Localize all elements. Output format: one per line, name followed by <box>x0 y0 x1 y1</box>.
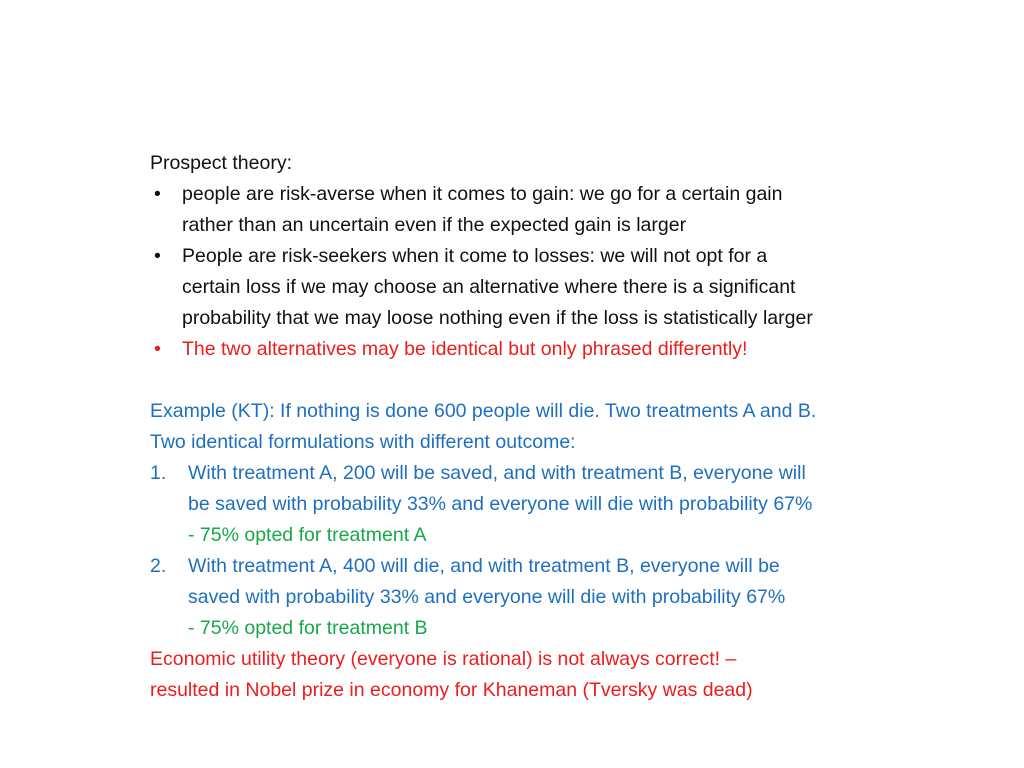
bullet-line: People are risk-seekers when it come to losses: we will not opt for a <box>182 245 768 267</box>
heading: Prospect theory: <box>150 152 292 174</box>
numbered-line: saved with probability 33% and everyone will die with probability 67% <box>188 586 786 608</box>
numbered-line: With treatment A, 400 will die, and with treatment B, everyone will be <box>188 555 780 577</box>
bullet-item-risk-seekers <box>150 241 970 334</box>
bullet-marker: • <box>154 245 161 267</box>
number-marker: 2. <box>150 555 167 577</box>
bullet-marker: • <box>154 338 161 360</box>
bullet-item-risk-averse <box>150 179 970 241</box>
bullet-line: rather than an uncertain even if the expected gain is larger <box>182 214 687 236</box>
bullet-item-identical-alternatives <box>150 334 970 365</box>
bullet-line: The two alternatives may be identical but only phrased differently! <box>182 338 748 360</box>
numbered-line: be saved with probability 33% and everyone will die with probability 67% <box>188 493 813 515</box>
bullet-line: people are risk-averse when it comes to gain: we go for a certain gain <box>182 183 783 205</box>
bullet-line: probability that we may loose nothing even if the loss is statistically larger <box>182 307 813 329</box>
bullet-line: certain loss if we may choose an alternative where there is a significant <box>182 276 796 298</box>
number-marker: 1. <box>150 462 167 484</box>
example-intro-line: Two identical formulations with different outcome: <box>150 431 576 453</box>
conclusion-line: Economic utility theory (everyone is rational) is not always correct! – <box>150 648 737 670</box>
conclusion-line: resulted in Nobel prize in economy for Khaneman (Tversky was dead) <box>150 679 753 701</box>
numbered-item-1 <box>150 458 970 551</box>
numbered-line: With treatment A, 200 will be saved, and with treatment B, everyone will <box>188 462 806 484</box>
paragraph-spacer <box>150 365 970 396</box>
numbered-item-2 <box>150 551 970 644</box>
slide-body <box>150 148 970 706</box>
numbered-result: - 75% opted for treatment A <box>188 524 427 546</box>
numbered-result: - 75% opted for treatment B <box>188 617 428 639</box>
example-intro-line: Example (KT): If nothing is done 600 people will die. Two treatments A and B. <box>150 400 817 422</box>
bullet-marker: • <box>154 183 161 205</box>
